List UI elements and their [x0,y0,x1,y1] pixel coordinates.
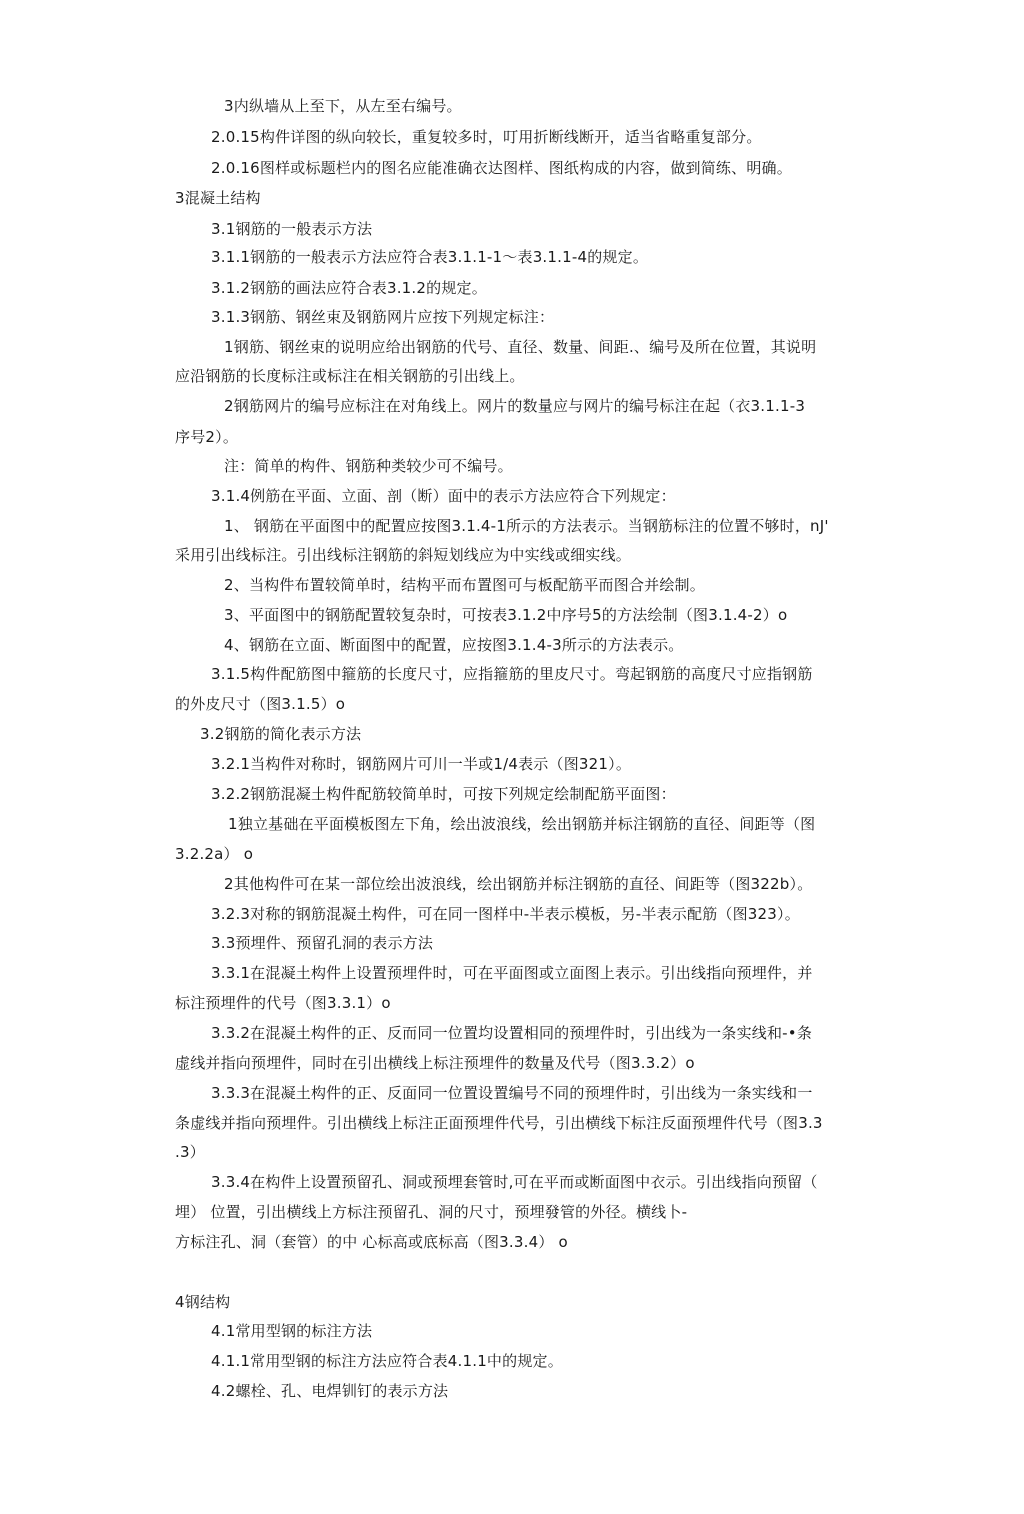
text-line: 2钢筋网片的编号应标注在对角线上。网片的数量应与网片的编号标注在起（衣3.1.1-3 [224,397,806,415]
text-line: 3.2.2钢筋混凝土构件配筋较简单时，可按下列规定绘制配筋平面图： [211,785,676,803]
text-line: 3.1.5构件配筋图中箍筋的长度尺寸，应指箍筋的里皮尺寸。弯起钢筋的高度尺寸应指钢筋 [211,665,813,683]
text-line: 3.2.2a） o [175,845,254,863]
text-line: 3.1.1钢筋的一般表示方法应符合表3.1.1-1～表3.1.1-4的规定。 [211,248,649,266]
text-line: 2.0.16图样或标题栏内的图名应能准确衣达图样、图纸构成的内容，做到简练、明确。 [211,159,792,177]
text-line: .3） [175,1143,205,1161]
text-line: 1独立基础在平面模板图左下角，绘出波浪线，绘出钢筋并标注钢筋的直径、间距等（图 [228,815,816,833]
text-line: 的外皮尺寸（图3.1.5）o [175,695,346,713]
text-line: 1钢筋、钢丝束的说明应给出钢筋的代号、直径、数量、间距.、编号及所在位置，其说明 [224,338,817,356]
text-line: 3.3.2在混凝土构件的正、反而同一位置均设置相同的预埋件时，引出线为一条实线和-•条 [211,1024,813,1042]
subsection-heading: 3.3预埋件、预留孔洞的表示方法 [211,934,434,952]
text-line: 3.3.4在构件上设置预留孔、洞或预埋套管时,可在平而或断面图中衣示。引出线指向预留（ [211,1173,818,1191]
subsection-heading: 3.1钢筋的一般表示方法 [211,220,373,238]
text-line: 3.1.3钢筋、钢丝束及钢筋网片应按下列规定标注： [211,308,555,326]
section-heading: 4钢结构 [175,1293,231,1311]
text-line: 2.0.15构件详图的纵向较长，重复较多时，叮用折断线断开，适当省略重复部分。 [211,128,762,146]
text-line: 3、平面图中的钢筋配置较复杂时，可按表3.1.2中序号5的方法绘制（图3.1.4-2）o [224,606,788,624]
text-line: 条虚线并指向预埋件。引出横线上标注正面预埋件代号，引出横线下标注反面预埋件代号（图3.3 [175,1114,823,1132]
section-heading: 3混凝土结构 [175,189,261,207]
note-line: 注：简单的构件、钢筋种类较少可不编号。 [224,457,513,475]
text-line: 3.3.3在混凝土构件的正、反面同一位置设置编号不同的预埋件时，引出线为一条实线和一 [211,1084,813,1102]
text-line: 应沿钢筋的长度标注或标注在相关钢筋的引出线上。 [175,367,525,385]
text-line: 埋） 位置，引出横线上方标注预留孔、洞的尺寸，预埋發管的外径。横线卜- [175,1203,688,1221]
text-line: 3.1.4例筋在平面、立面、剖（断）面中的表示方法应符合下列规定： [211,487,676,505]
text-line: 序号2）。 [175,428,239,446]
text-line: 3.1.2钢筋的画法应符合表3.1.2的规定。 [211,279,487,297]
subsection-heading: 3.2钢筋的简化表示方法 [200,725,362,743]
subsection-heading: 4.1常用型钢的标注方法 [211,1322,373,1340]
text-line: 4、钢筋在立面、断面图中的配置，应按图3.1.4-3所示的方法表示。 [224,636,684,654]
text-line: 标注预埋件的代号（图3.3.1）o [175,994,391,1012]
text-line: 虚线并指向预埋件，同时在引出横线上标注预埋件的数量及代号（图3.3.2）o [175,1054,695,1072]
text-line: 3.2.1当构件对称时，钢筋网片可川一半或1/4表示（图321）。 [211,755,632,773]
text-line: 4.1.1常用型钢的标注方法应符合表4.1.1中的规定。 [211,1352,563,1370]
text-line: 采用引出线标注。引出线标注钢筋的斜短划线应为中实线或细实线。 [175,546,632,564]
text-line: 2、当构件布置较简单时，结构平而布置图可与板配筋平而图合并绘制。 [224,576,705,594]
subsection-heading: 4.2螺栓、孔、电焊钏钉的表示方法 [211,1382,449,1400]
text-line: 3.3.1在混凝土构件上设置预埋件时，可在平面图或立面图上表示。引出线指向预埋件，并 [211,964,813,982]
text-line: 3.2.3对称的钢筋混凝土构件，可在同一图样中-半表示模板，另-半表示配筋（图323）。 [211,905,800,923]
text-line: 2其他构件可在某一部位绘出波浪线，绘出钢筋并标注钢筋的直径、间距等（图322b）。 [224,875,813,893]
text-line: 方标注孔、洞（套管）的中 心标高或底标高（图3.3.4） o [175,1233,568,1251]
text-line: 3内纵墙从上至下，从左至右编号。 [224,97,462,115]
text-line: 1、 钢筋在平面图中的配置应按图3.1.4-1所示的方法表示。当钢筋标注的位置不够时，nJ' [224,517,829,535]
